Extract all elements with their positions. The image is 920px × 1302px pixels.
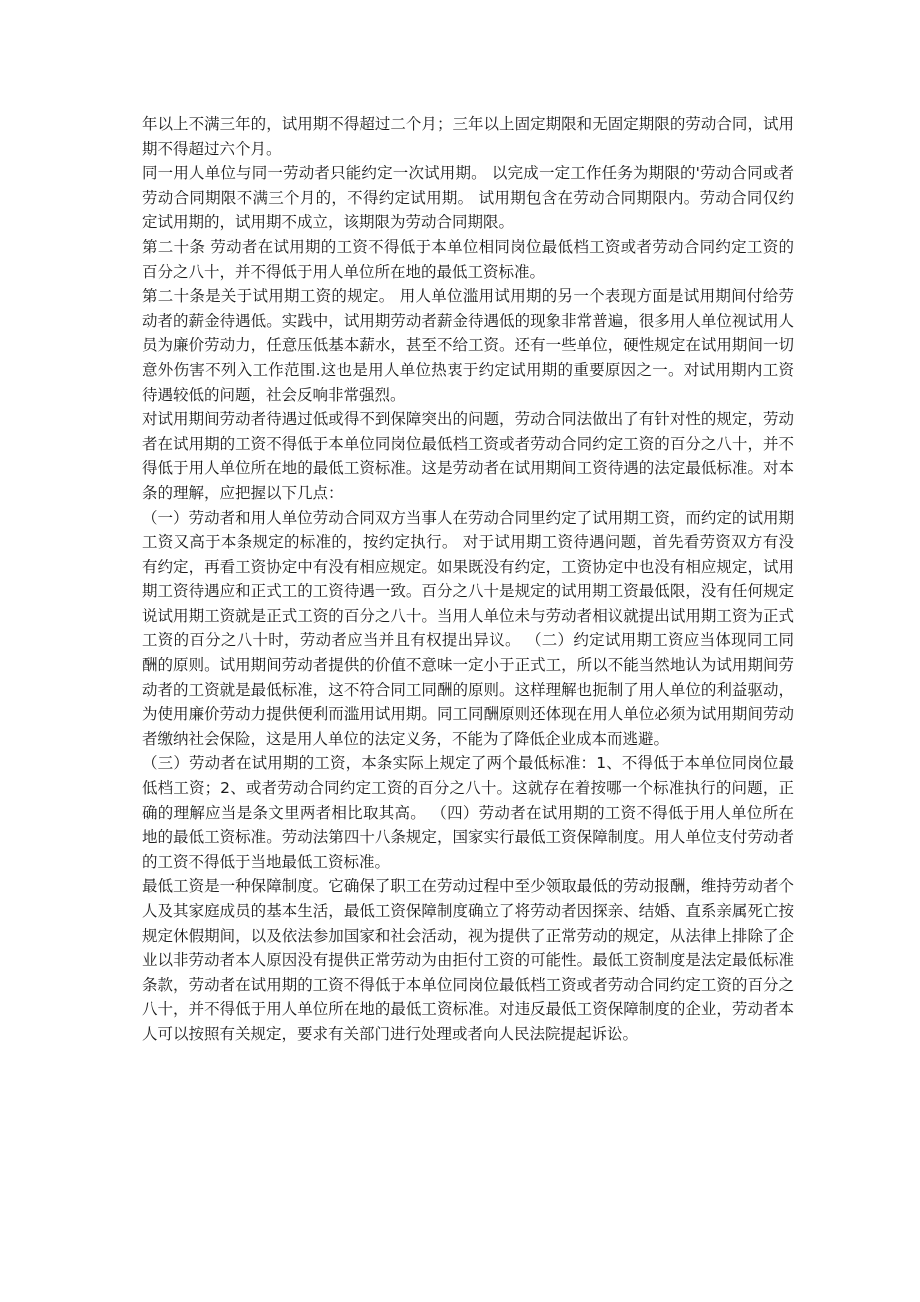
document-body [142,112,794,1047]
paragraph-points-one-two: （一）劳动者和用人单位劳动合同双方当事人在劳动合同里约定了试用期工资，而约定的试用期工资又高于本条规定的标准的，按约定执行。 对于试用期工资待遇问题，首先看劳资双方有没有约定，再看工资协定中有没有相应规定。如果既没有约定，工资协定中也没有相应规定，试用期工资待遇应和正式工的工资待遇一致。百分之八十是规定的试用期工资最低限，没有任何规定说试用期工资就是正式工资的百分之八十。当用人单位未与劳动者相议就提出试用期工资为正式工资的百分之八十时，劳动者应当并且有权提出异议。 （二）约定试用期工资应当体现同工同酬的原则。试用期间劳动者提供的价值不意味一定小于正式工，所以不能当然地认为试用期间劳动者的工资就是最低标准，这不符合同工同酬的原则。这样理解也扼制了用人单位的利益驱动，为使用廉价劳动力提供便利而滥用试用期。同工同酬原则还体现在用人单位必须为试用期间劳动者缴纳社会保险，这是用人单位的法定义务，不能为了降低企业成本而逃避。 [142,508,794,748]
paragraph-minimum-wage: 最低工资是一种保障制度。它确保了职工在劳动过程中至少领取最低的劳动报酬，维持劳动者个人及其家庭成员的基本生活，最低工资保障制度确立了将劳动者因探亲、结婚、直系亲属死亡按规定休假期间，以及依法参加国家和社会活动，视为提供了正常劳动的规定，从法律上排除了企业以非劳动者本人原因没有提供正常劳动为由拒付工资的可能性。最低工资制度是法定最低标准条款，劳动者在试用期的工资不得低于本单位同岗位最低档工资或者劳动合同约定工资的百分之八十，并不得低于用人单位所在地的最低工资标准。对违反最低工资保障制度的企业，劳动者本人可以按照有关规定，要求有关部门进行处理或者向人民法院提起诉讼。 [142,877,794,1043]
paragraph-labor-contract-law: 对试用期间劳动者待遇过低或得不到保障突出的问题，劳动合同法做出了有针对性的规定，劳动者在试用期的工资不得低于本单位同岗位最低档工资或者劳动合同约定工资的百分之八十，并不得低于用人单位所在地的最低工资标准。这是劳动者在试用期间工资待遇的法定最低标准。对本条的理解，应把握以下几点： [142,410,794,502]
paragraph-points-three-four: （三）劳动者在试用期的工资，本条实际上规定了两个最低标准：1、不得低于本单位同岗位最低档工资；2、或者劳动合同约定工资的百分之八十。这就存在着按哪一个标准执行的问题，正确的理解应当是条文里两者相比取其高。 （四）劳动者在试用期的工资不得低于用人单位所在地的最低工资标准。劳动法第四十八条规定，国家实行最低工资保障制度。用人单位支付劳动者的工资不得低于当地最低工资标准。 [142,754,794,871]
paragraph-probation-duration: 年以上不满三年的，试用期不得超过二个月；三年以上固定期限和无固定期限的劳动合同，试用期不得超过六个月。 [142,115,794,158]
paragraph-article-20-explanation: 第二十条是关于试用期工资的规定。 用人单位滥用试用期的另一个表现方面是试用期间付给劳动者的薪金待遇低。实践中，试用期劳动者薪金待遇低的现象非常普遍，很多用人单位视试用人员为廉价劳动力，任意压低基本薪水，甚至不给工资。还有一些单位，硬性规定在试用期间一切意外伤害不列入工作范围.这也是用人单位热衷于约定试用期的重要原因之一。对试用期内工资待遇较低的问题，社会反响非常强烈。 [142,287,794,404]
paragraph-article-20: 第二十条 劳动者在试用期的工资不得低于本单位相同岗位最低档工资或者劳动合同约定工资的百分之八十，并不得低于用人单位所在地的最低工资标准。 [142,237,794,281]
paragraph-single-probation: 同一用人单位与同一劳动者只能约定一次试用期。 以完成一定工作任务为期限的'劳动合同或者劳动合同期限不满三个月的，不得约定试用期。 试用期包含在劳动合同期限内。劳动合同仅约定试用期的，试用期不成立，该期限为劳动合同期限。 [142,164,794,232]
